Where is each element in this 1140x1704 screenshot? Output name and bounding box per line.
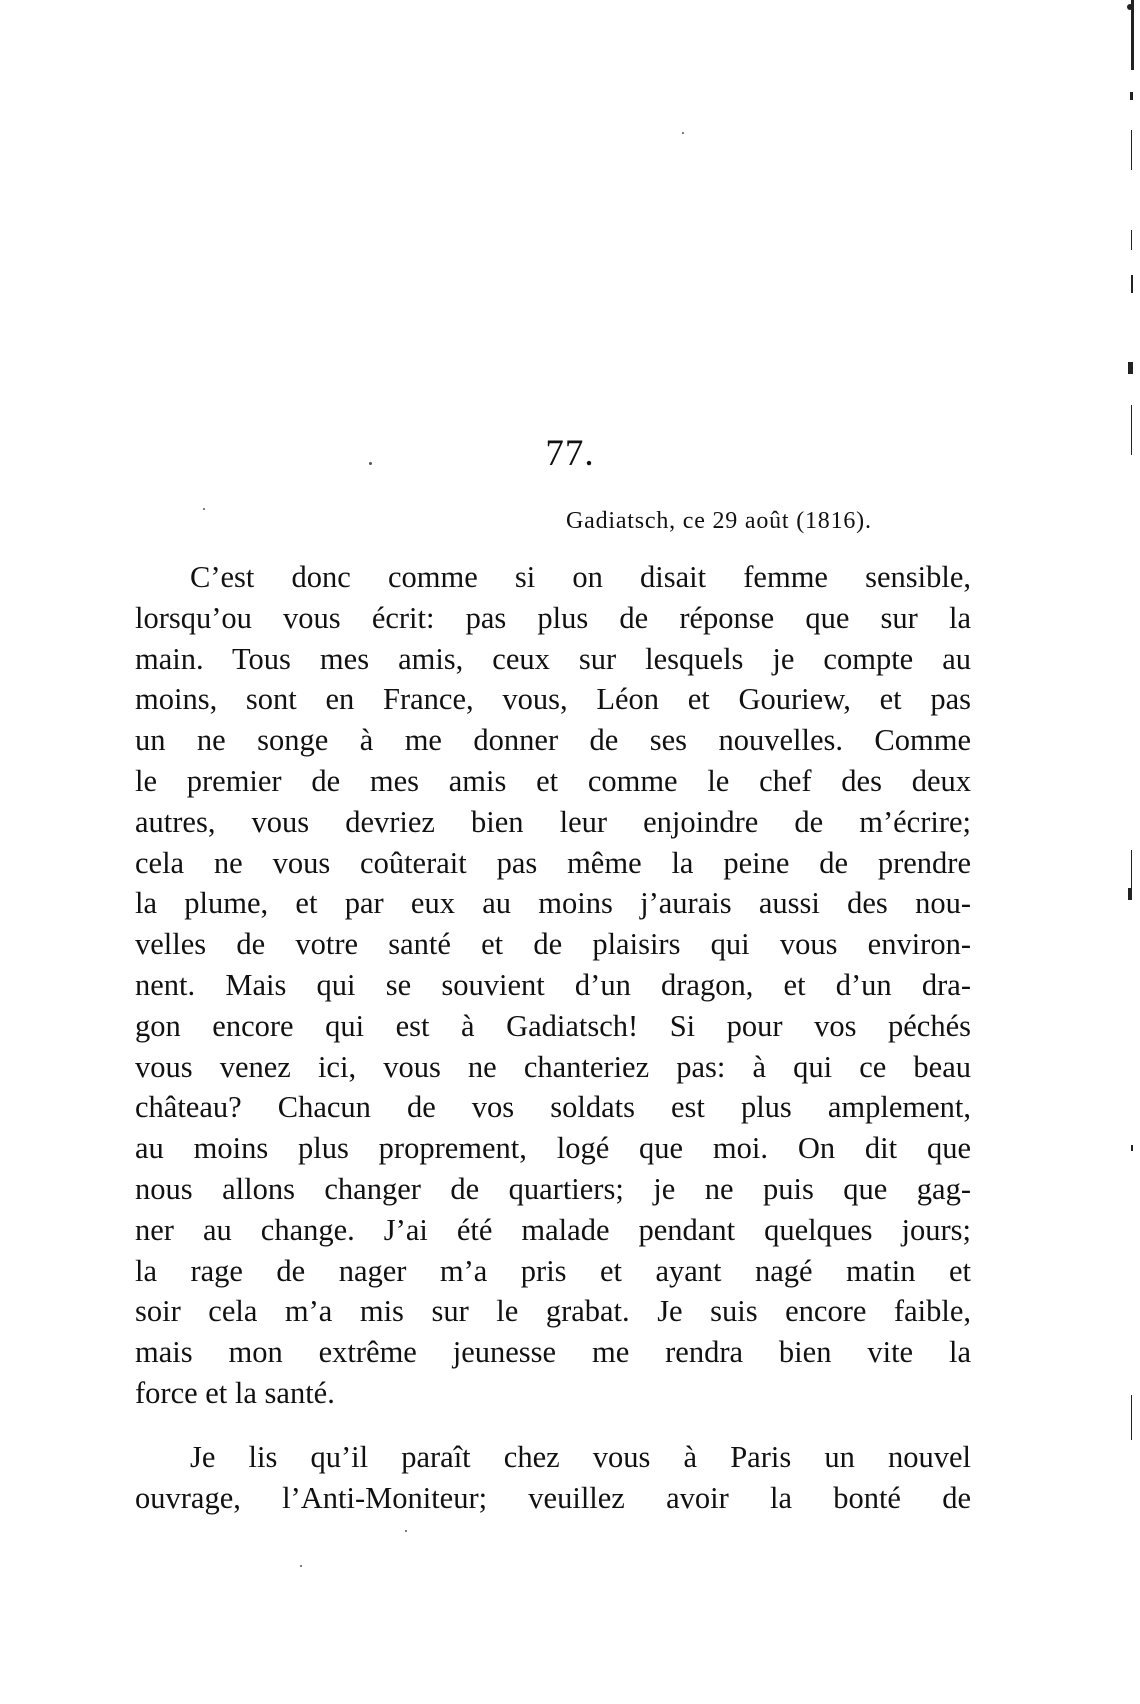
page-number: 77.: [545, 433, 595, 474]
text-line: la rage de nager m’a pris et ayant nagé matin et: [135, 1253, 971, 1288]
paragraph-2: [135, 1437, 971, 1519]
text-line: nous allons changer de quartiers; je ne puis que gag-: [135, 1171, 971, 1206]
text-line: un ne songe à me donner de ses nouvelles. Comme: [135, 723, 971, 758]
letter-dateline: Gadiatsch, ce 29 août (1816).: [566, 508, 872, 534]
text-line: au moins plus proprement, logé que moi. On dit que: [135, 1131, 971, 1166]
text-line: force et la santé.: [135, 1375, 335, 1410]
scan-edge-mark: [1131, 1395, 1132, 1440]
text-line: mais mon extrême jeunesse me rendra bien vite la: [135, 1335, 971, 1370]
text-line: la plume, et par eux au moins j’aurais aussi des nou-: [135, 886, 971, 921]
scan-edge-mark: [1131, 275, 1133, 293]
text-line: lorsqu’ou vous écrit: pas plus de réponse que sur la: [135, 600, 971, 635]
scan-speck: [369, 462, 372, 465]
text-line: soir cela m’a mis sur le grabat. Je suis encore faible,: [135, 1294, 971, 1329]
text-line: château? Chacun de vos soldats est plus amplement,: [135, 1090, 971, 1125]
text-line: Je lis qu’il paraît chez vous à Paris un nouvel: [190, 1440, 971, 1474]
text-line: velles de votre santé et de plaisirs qui vous environ-: [135, 927, 971, 962]
scan-edge-mark: [1131, 0, 1134, 70]
scan-edge-mark: [1131, 405, 1132, 455]
text-line: ouvrage, l’Anti-Moniteur; veuillez avoir la bonté de: [135, 1480, 971, 1515]
scan-edge-mark: [1128, 888, 1132, 900]
text-line: cela ne vous coûterait pas même la peine de prendre: [135, 845, 971, 880]
paragraph-1: [135, 557, 971, 1414]
text-line: nent. Mais qui se souvient d’un dragon, et d’un dra-: [135, 967, 971, 1002]
text-line: C’est donc comme si on disait femme sensible,: [190, 560, 971, 594]
scan-edge-mark: [1131, 1145, 1133, 1151]
scan-speck: [203, 508, 205, 510]
scan-speck: [405, 1530, 407, 1532]
scan-speck: [300, 1565, 302, 1567]
scan-edge-mark: [1131, 130, 1132, 170]
scan-edge-mark: [1128, 362, 1133, 374]
scan-edge-mark: [1131, 230, 1132, 250]
text-line: gon encore qui est à Gadiatsch! Si pour vos péchés: [135, 1008, 971, 1043]
text-line: vous venez ici, vous ne chanteriez pas: à qui ce beau: [135, 1049, 971, 1084]
scan-edge-mark: [1127, 4, 1133, 10]
scan-edge-mark: [1130, 92, 1133, 100]
scan-speck: [682, 132, 684, 134]
text-line: autres, vous devriez bien leur enjoindre de m’écrire;: [135, 804, 971, 839]
text-line: ner au change. J’ai été malade pendant quelques jours;: [135, 1212, 971, 1247]
text-line: moins, sont en France, vous, Léon et Gouriew, et pas: [135, 682, 971, 717]
text-line: main. Tous mes amis, ceux sur lesquels je compte au: [135, 641, 971, 676]
text-line: le premier de mes amis et comme le chef des deux: [135, 763, 971, 798]
